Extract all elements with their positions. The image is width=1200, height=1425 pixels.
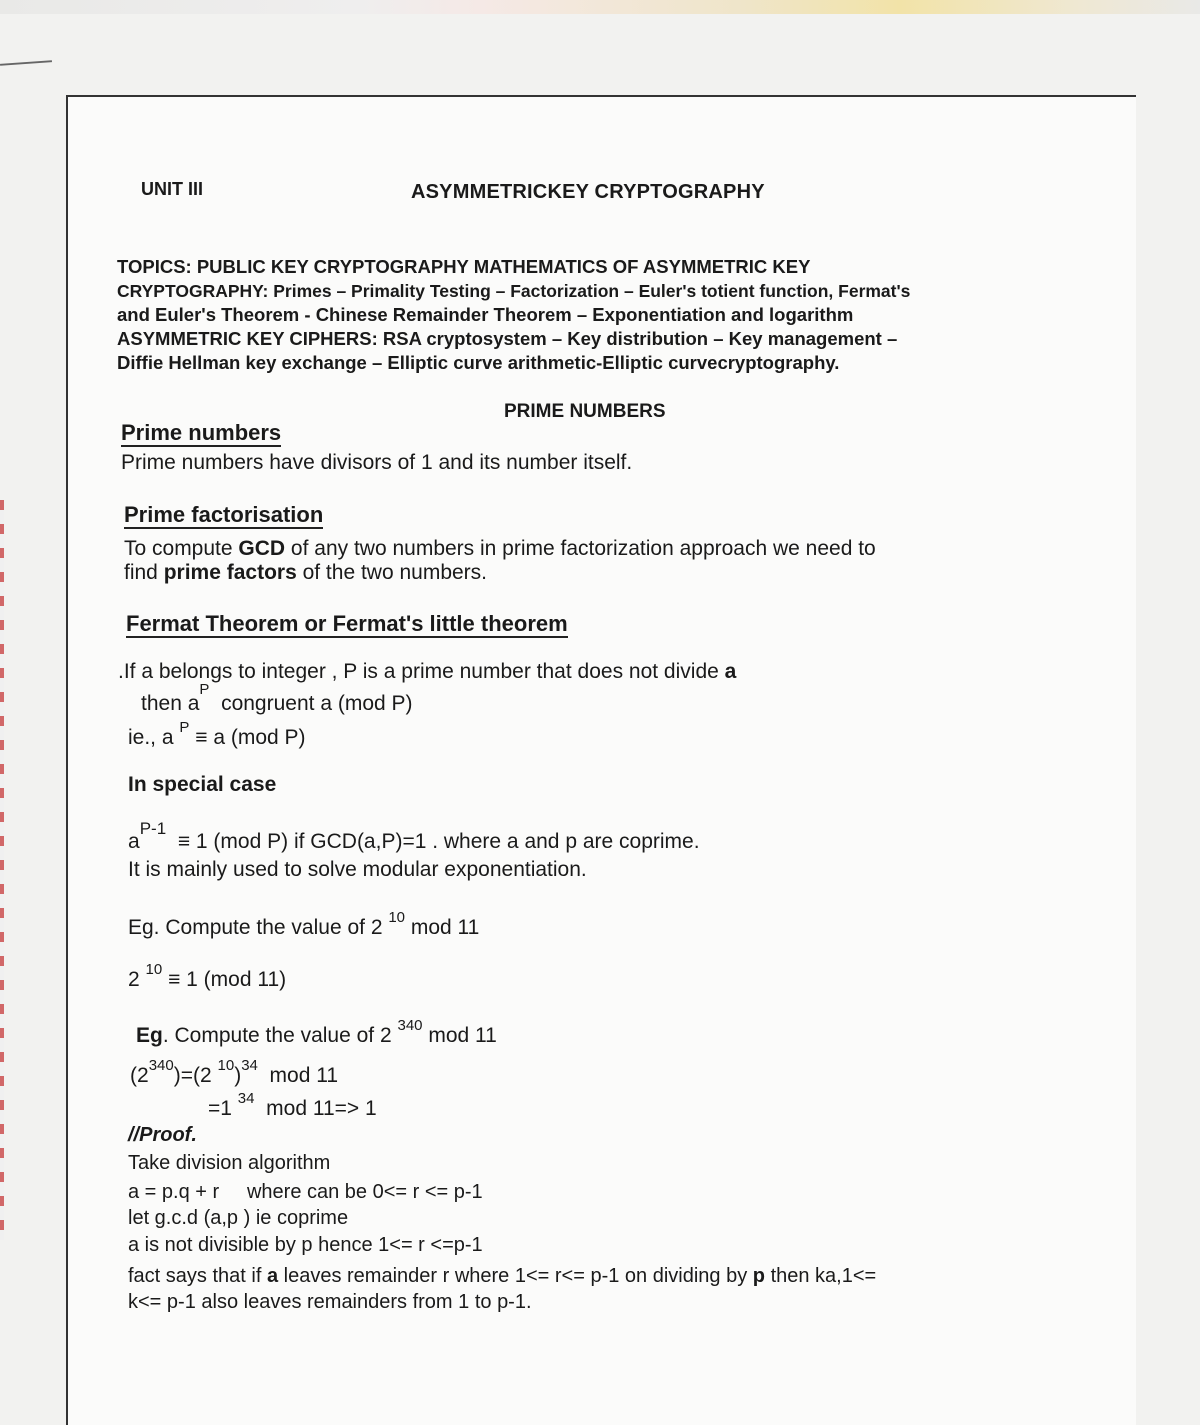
text-run: where can be 0<= r <= p-1 [246, 1181, 483, 1203]
superscript: 340 [397, 1017, 423, 1034]
proof-line: a is not divisible by p hence 1<= r <=p-1 [128, 1234, 483, 1256]
pencil-mark [0, 60, 52, 66]
fermat-heading: Fermat Theorem or Fermat's little theorem [126, 611, 568, 636]
topics-line: TOPICS: PUBLIC KEY CRYPTOGRAPHY MATHEMATICS OF ASYMMETRIC KEY [117, 256, 811, 277]
text-run: fact says that if [128, 1265, 267, 1287]
text-run: .If a belongs to integer , P is a prime number that does not divide [118, 660, 725, 683]
topics-block [117, 255, 1057, 375]
text-run: ≡ a (mod P) [195, 726, 306, 749]
text-run: ) [234, 1064, 242, 1087]
special-case-usage: It is mainly used to solve modular exponentiation. [128, 858, 587, 881]
example2-question [136, 1017, 497, 1051]
prime-numbers-text: Prime numbers have divisors of 1 and its number itself. [121, 451, 633, 474]
example2-step1 [130, 1057, 339, 1091]
prime-factorisation-heading: Prime factorisation [124, 502, 324, 527]
example1-answer [128, 961, 287, 995]
superscript: 34 [241, 1057, 258, 1074]
topics-line: ASYMMETRIC KEY CIPHERS: RSA cryptosystem – Key distribution – Key management – [117, 328, 898, 349]
text-run: mod 11 [269, 1064, 339, 1087]
prime-numbers-heading: Prime numbers [121, 420, 282, 445]
superscript: P [199, 681, 210, 698]
prime-factorisation-line [124, 536, 876, 562]
text-run: of the two numbers. [296, 561, 488, 584]
text-run: To compute [124, 537, 239, 560]
text-run: of any two numbers in prime factorization approach we need to [285, 537, 876, 560]
bold-term: a [266, 1265, 279, 1287]
special-case-heading: In special case [128, 773, 277, 796]
text-run: 2 [128, 968, 140, 991]
bold-term: prime factors [163, 561, 297, 584]
bold-term: GCD [238, 537, 286, 560]
text-run: ≡ 1 (mod P) if GCD(a,P)=1 . where a and p are coprime. [177, 830, 700, 853]
superscript: 10 [145, 961, 163, 978]
superscript: 10 [217, 1057, 235, 1074]
text-run: leaves remainder r where 1<= r<= p-1 on dividing by [278, 1265, 753, 1287]
text-run: find [124, 561, 164, 584]
text-run: ≡ 1 (mod 11) [168, 968, 287, 991]
text-run: (2 [130, 1064, 149, 1087]
text-run: )=(2 [173, 1064, 212, 1087]
text-run: a [128, 830, 140, 853]
binder-edge [0, 500, 4, 1240]
text-run: then ka,1<= [765, 1265, 877, 1287]
superscript: 340 [148, 1057, 174, 1074]
section-title: PRIME NUMBERS [504, 401, 666, 422]
superscript: 34 [237, 1090, 255, 1107]
text-run: a = p.q + r [128, 1181, 220, 1203]
proof-title: //Proof. [128, 1124, 197, 1146]
bold-term: Eg [136, 1024, 163, 1047]
unit-label: UNIT III [141, 179, 203, 199]
text-run: mod 11 [410, 916, 480, 939]
topics-line: and Euler's Theorem - Chinese Remainder Theorem – Exponentiation and logarithm [117, 304, 854, 325]
superscript: P [179, 719, 190, 736]
fermat-then-line [141, 681, 413, 719]
example1-question [128, 909, 480, 943]
text-run: =1 [208, 1097, 232, 1120]
document-page [66, 95, 1136, 1425]
page-title: ASYMMETRICKEY CRYPTOGRAPHY [411, 181, 765, 203]
text-run: ie., a [128, 726, 174, 749]
special-case-formula [128, 819, 700, 856]
superscript: 10 [388, 909, 406, 926]
text-run: Eg. Compute the value of 2 [128, 916, 383, 939]
text-run: mod 11 [428, 1024, 497, 1047]
proof-line [128, 1179, 483, 1205]
proof-line [128, 1263, 876, 1289]
scan-top-edge [0, 0, 1200, 14]
bold-term: p [752, 1265, 766, 1287]
text-run: then a [141, 692, 200, 715]
prime-factorisation-line [124, 560, 487, 586]
fermat-statement [118, 659, 736, 685]
topics-line: CRYPTOGRAPHY: Primes – Primality Testing – Factorization – Euler's totient function, Fermat's [117, 281, 911, 301]
proof-line: let g.c.d (a,p ) ie coprime [128, 1207, 349, 1229]
bold-term: a [724, 660, 737, 683]
text-run: mod 11=> 1 [266, 1097, 377, 1120]
example2-step2 [208, 1090, 377, 1124]
superscript: P-1 [139, 819, 167, 838]
text-run: congruent a (mod P) [221, 692, 413, 715]
fermat-ie-line [128, 719, 306, 753]
text-run: . Compute the value of 2 [162, 1024, 392, 1047]
topics-line: Diffie Hellman key exchange – Elliptic curve arithmetic-Elliptic curvecryptography. [117, 352, 840, 373]
proof-line: Take division algorithm [128, 1152, 331, 1174]
proof-line: k<= p-1 also leaves remainders from 1 to p-1. [128, 1291, 532, 1313]
